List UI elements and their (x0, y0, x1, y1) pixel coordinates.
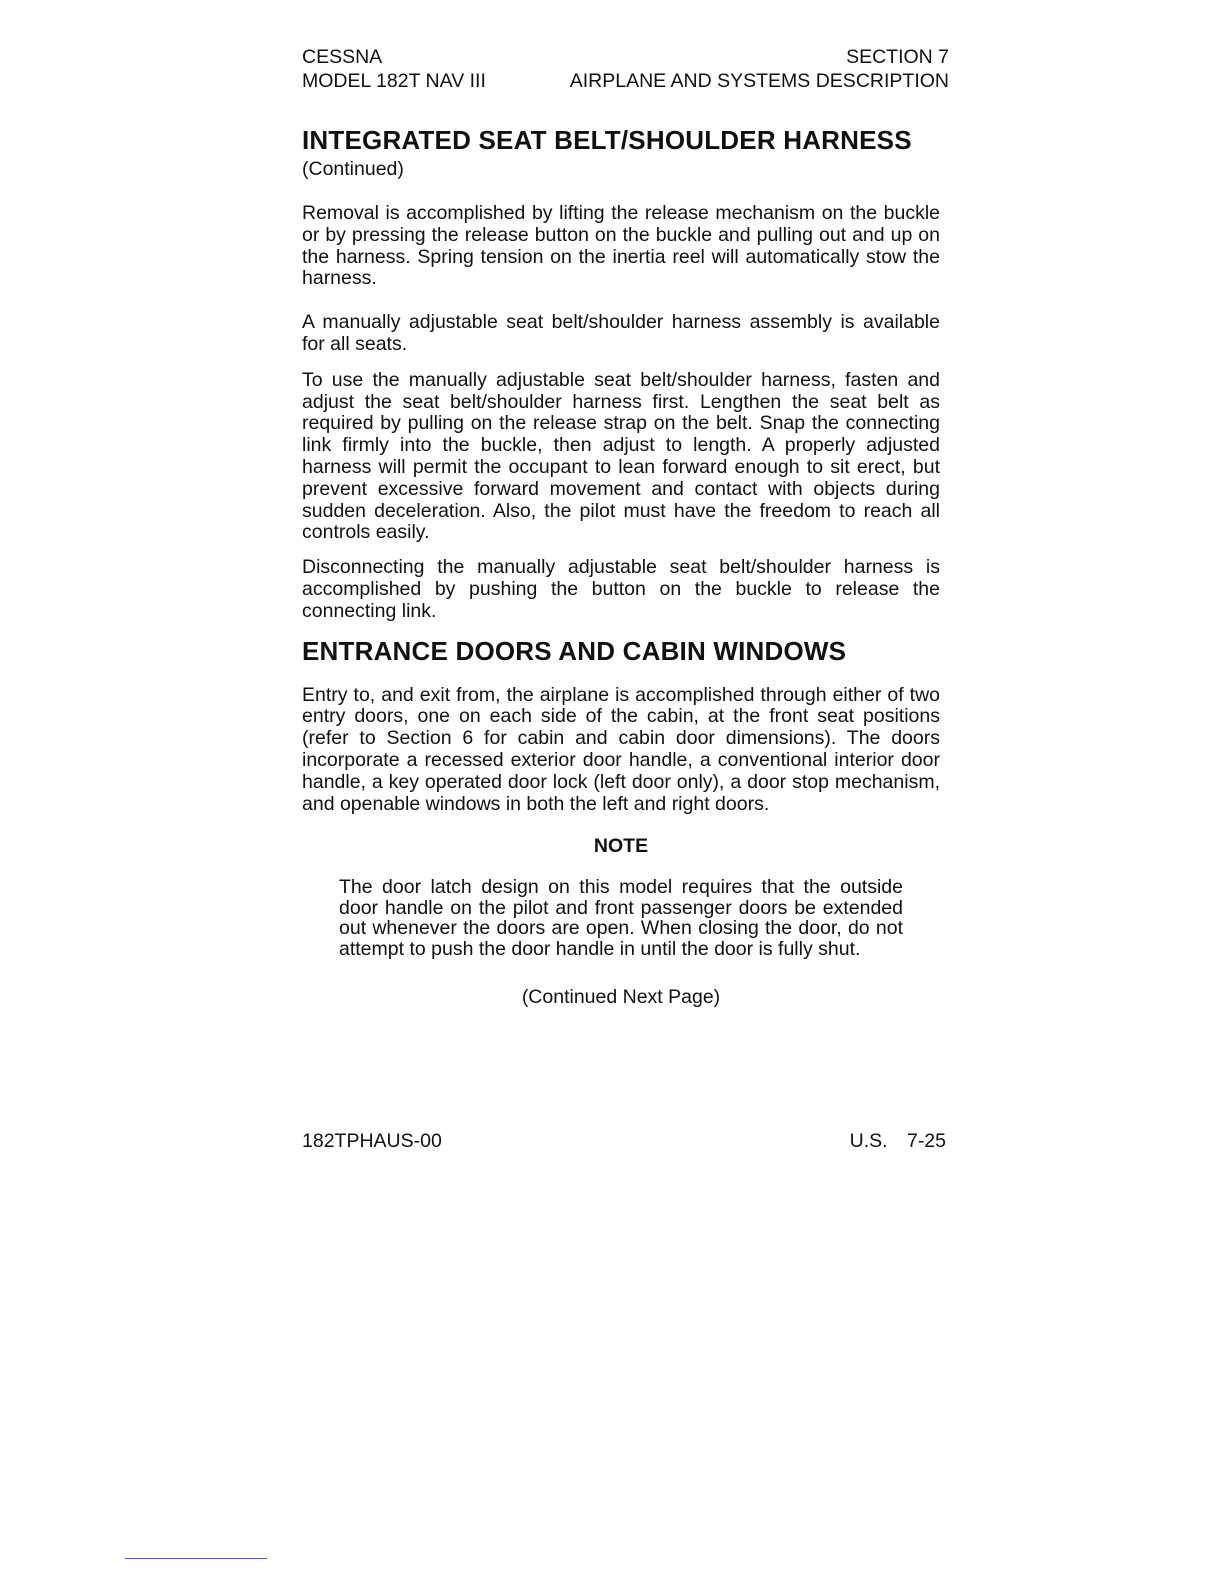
header-model: MODEL 182T NAV III (302, 70, 486, 92)
header-section: SECTION 7 (846, 46, 949, 68)
paragraph-entry-doors: Entry to, and exit from, the airplane is accomplished through either of two entry doors, one on each side of the cabin, at the front seat positions (refer to Section 6 for cabin and cabin door dimensions). The doors incorporate a recessed exterior door handle, a conventional interior door handle, a key operated door lock (left door only), a door stop mechanism, and openable windows in both the left and right doors. (302, 683, 940, 815)
header-manufacturer: CESSNA (302, 46, 383, 68)
footer-region: U.S. (849, 1130, 888, 1152)
running-header-left (302, 45, 486, 93)
paragraph-removal: Removal is accomplished by lifting the release mechanism on the buckle or by pressing the release button on the buckle and pulling out and up on the harness. Spring tension on the inertia reel will automatically stow the harness. (302, 202, 940, 290)
continued-next-page: (Continued Next Page) (521, 986, 721, 1009)
page-body (302, 124, 940, 1008)
note-heading: NOTE (593, 835, 649, 858)
header-section-title: AIRPLANE AND SYSTEMS DESCRIPTION (569, 70, 949, 92)
bottom-rule-line (125, 1558, 267, 1559)
footer-doc-id: 182TPHAUS-00 (302, 1130, 442, 1152)
section-heading-seat-belt: INTEGRATED SEAT BELT/SHOULDER HARNESS (302, 125, 912, 155)
paragraph-disconnecting: Disconnecting the manually adjustable seat belt/shoulder harness is accomplished by pushing the button on the buckle to release the connecting link. (302, 556, 940, 622)
paragraph-harness-use: To use the manually adjustable seat belt/shoulder harness, fasten and adjust the seat belt/shoulder harness first. Lengthen the seat belt as required by pulling on the release strap on the belt. Snap the connecting link firmly into the buckle, then adjust to length. A properly adjusted harness will permit the occupant to lean forward enough to sit erect, but prevent excessive forward movement and contact with objects during sudden deceleration. Also, the pilot must have the freedom to reach all controls easily. (302, 368, 940, 544)
paragraph-manual-harness: A manually adjustable seat belt/shoulder harness assembly is available for all seats. (302, 311, 940, 355)
section-continued-label: (Continued) (302, 158, 404, 180)
section-heading-doors: ENTRANCE DOORS AND CABIN WINDOWS (302, 635, 847, 666)
footer-page-info (850, 1129, 946, 1153)
footer-page-number: 7-25 (906, 1130, 946, 1152)
running-header-right (570, 45, 949, 93)
note-text: The door latch design on this model requires that the outside door handle on the pilot and front passenger doors be extended out whenever the doors are open. When closing the door, do not attempt to push the door handle in until the door is fully shut. (339, 876, 903, 960)
